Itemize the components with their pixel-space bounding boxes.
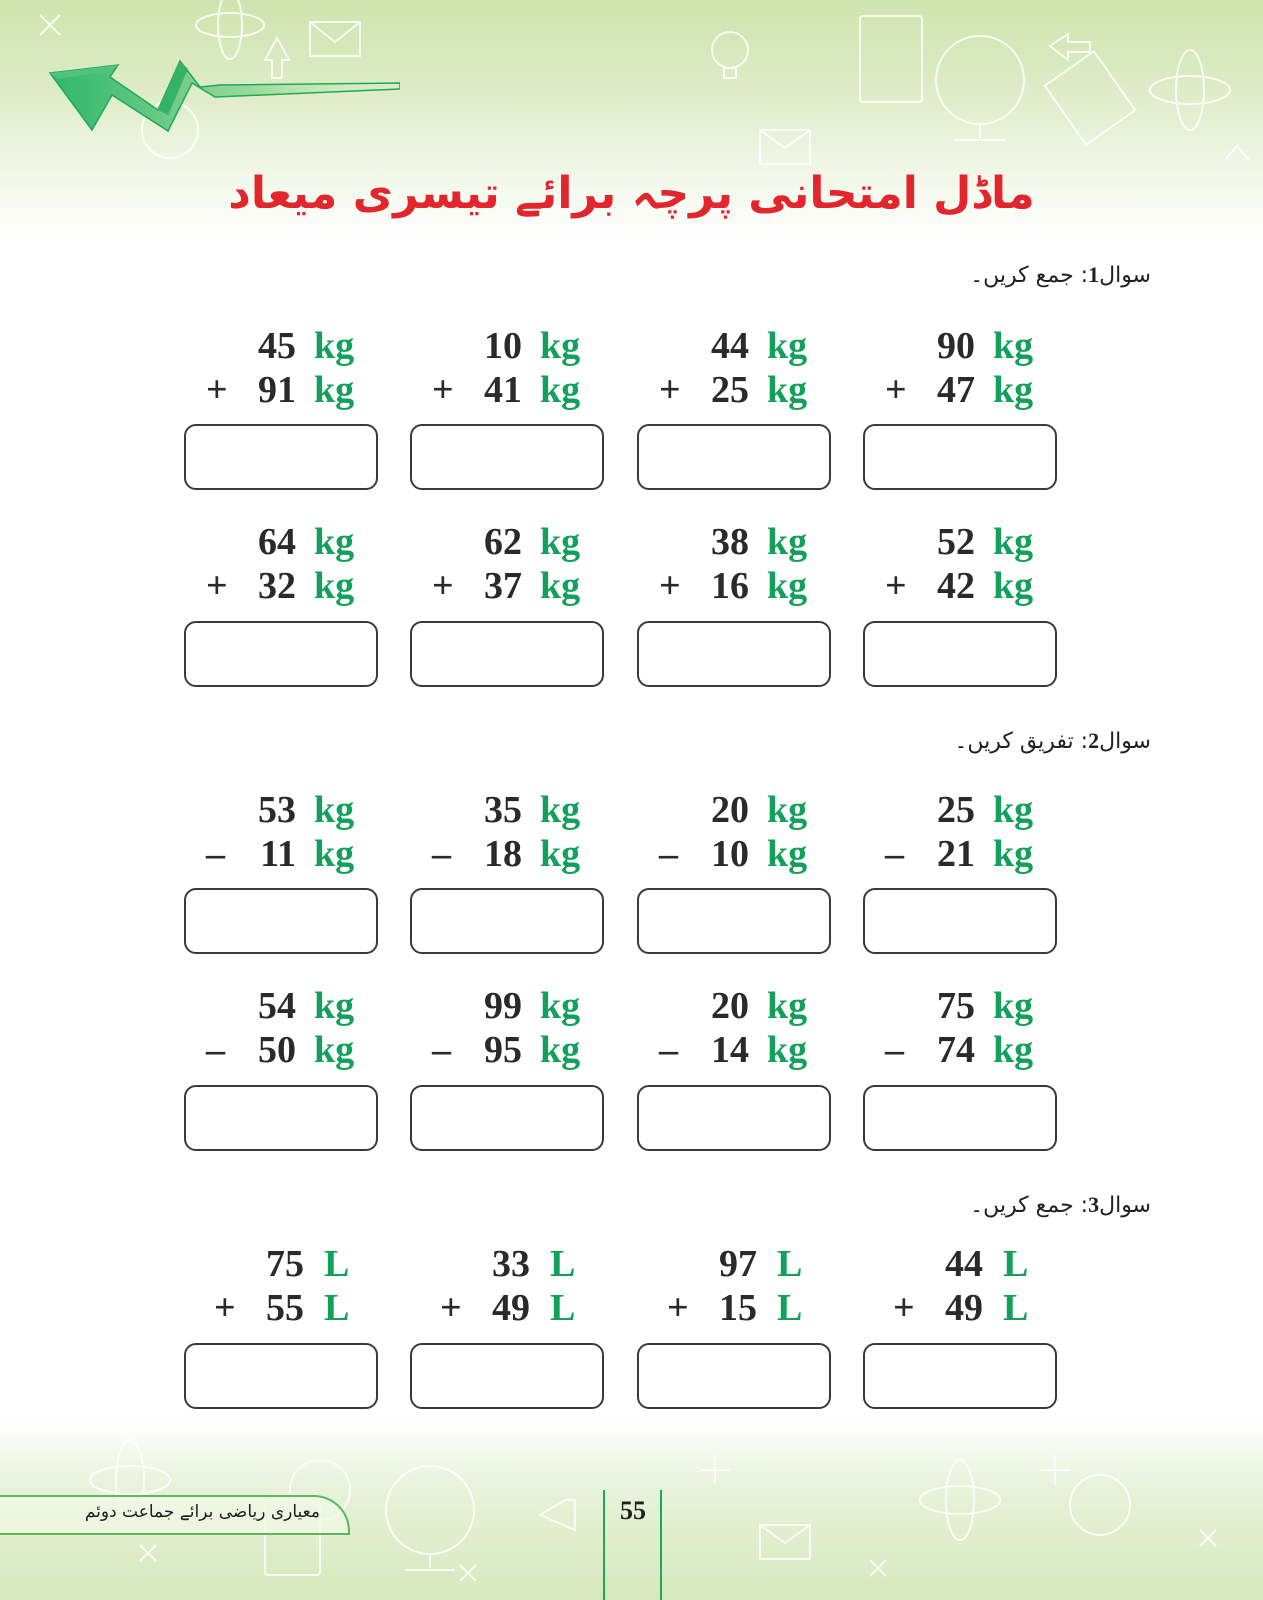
operator-sign: – bbox=[206, 833, 225, 875]
problem-q1-r1-c4 bbox=[863, 324, 1061, 412]
operand-b: 95 bbox=[484, 1029, 522, 1071]
unit-label: kg bbox=[540, 985, 581, 1027]
problem-q2-r1-c3 bbox=[637, 788, 835, 876]
unit-label: kg bbox=[540, 369, 581, 411]
question-instruction: : جمع کریں۔ bbox=[970, 263, 1089, 288]
unit-label: kg bbox=[993, 833, 1034, 875]
answer-box[interactable] bbox=[410, 424, 604, 490]
unit-label: kg bbox=[767, 565, 808, 607]
question-1-label bbox=[970, 262, 1151, 288]
unit-label: kg bbox=[767, 789, 808, 831]
operand-a: 45 bbox=[258, 325, 296, 367]
operand-a: 99 bbox=[484, 985, 522, 1027]
unit-label: L bbox=[1003, 1243, 1029, 1285]
problem-q2-r1-c1 bbox=[184, 788, 382, 876]
operator-sign: + bbox=[893, 1287, 915, 1329]
unit-label: kg bbox=[993, 1029, 1034, 1071]
answer-box[interactable] bbox=[184, 1085, 378, 1151]
operand-a: 90 bbox=[937, 325, 975, 367]
operand-a: 97 bbox=[719, 1243, 757, 1285]
operand-a: 33 bbox=[492, 1243, 530, 1285]
unit-label: kg bbox=[540, 521, 581, 563]
operator-sign: + bbox=[206, 565, 228, 607]
unit-label: L bbox=[550, 1243, 576, 1285]
operand-a: 54 bbox=[258, 985, 296, 1027]
operator-sign: + bbox=[432, 565, 454, 607]
operand-a: 75 bbox=[266, 1243, 304, 1285]
problem-q3-r1-c3 bbox=[637, 1242, 835, 1330]
operand-a: 64 bbox=[258, 521, 296, 563]
unit-label: kg bbox=[314, 369, 355, 411]
operator-sign: + bbox=[667, 1287, 689, 1329]
unit-label: L bbox=[550, 1287, 576, 1329]
unit-label: kg bbox=[540, 1029, 581, 1071]
operand-b: 25 bbox=[711, 369, 749, 411]
operand-a: 62 bbox=[484, 521, 522, 563]
problem-q1-r2-c2 bbox=[410, 520, 608, 608]
operand-a: 53 bbox=[258, 789, 296, 831]
unit-label: kg bbox=[993, 325, 1034, 367]
operator-sign: + bbox=[659, 369, 681, 411]
unit-label: kg bbox=[767, 985, 808, 1027]
answer-box[interactable] bbox=[184, 1343, 378, 1409]
operand-b: 14 bbox=[711, 1029, 749, 1071]
answer-box[interactable] bbox=[184, 888, 378, 954]
page-title: ماڈل امتحانی پرچہ برائے تیسری میعاد bbox=[228, 168, 1035, 219]
question-word: سوال bbox=[1099, 729, 1151, 754]
answer-box[interactable] bbox=[637, 621, 831, 687]
unit-label: kg bbox=[540, 325, 581, 367]
problem-q2-r1-c4 bbox=[863, 788, 1061, 876]
answer-box[interactable] bbox=[863, 621, 1057, 687]
operand-b: 41 bbox=[484, 369, 522, 411]
answer-box[interactable] bbox=[637, 1085, 831, 1151]
operand-b: 49 bbox=[492, 1287, 530, 1329]
page-number-rule-left bbox=[603, 1490, 605, 1600]
operand-b: 32 bbox=[258, 565, 296, 607]
operand-a: 52 bbox=[937, 521, 975, 563]
unit-label: kg bbox=[540, 789, 581, 831]
question-2-label bbox=[954, 728, 1151, 754]
operand-a: 44 bbox=[945, 1243, 983, 1285]
answer-box[interactable] bbox=[863, 1343, 1057, 1409]
operator-sign: – bbox=[432, 1029, 451, 1071]
answer-box[interactable] bbox=[410, 621, 604, 687]
operand-a: 75 bbox=[937, 985, 975, 1027]
question-number: 2 bbox=[1088, 728, 1100, 753]
problem-q1-r2-c4 bbox=[863, 520, 1061, 608]
question-number: 1 bbox=[1088, 262, 1100, 287]
operator-sign: + bbox=[432, 369, 454, 411]
operator-sign: + bbox=[885, 369, 907, 411]
answer-box[interactable] bbox=[863, 1085, 1057, 1151]
green-zigzag-arrow-icon bbox=[40, 55, 400, 135]
unit-label: kg bbox=[993, 521, 1034, 563]
page-number-rule-right bbox=[660, 1490, 662, 1600]
unit-label: kg bbox=[767, 1029, 808, 1071]
answer-box[interactable] bbox=[410, 888, 604, 954]
problem-q2-r2-c1 bbox=[184, 984, 382, 1072]
answer-box[interactable] bbox=[410, 1343, 604, 1409]
unit-label: kg bbox=[314, 565, 355, 607]
unit-label: kg bbox=[993, 789, 1034, 831]
operand-a: 10 bbox=[484, 325, 522, 367]
problem-q3-r1-c1 bbox=[184, 1242, 382, 1330]
problem-q1-r1-c1 bbox=[184, 324, 382, 412]
operator-sign: – bbox=[206, 1029, 225, 1071]
unit-label: kg bbox=[993, 369, 1034, 411]
operand-a: 20 bbox=[711, 789, 749, 831]
question-3-label bbox=[970, 1192, 1151, 1218]
answer-box[interactable] bbox=[184, 424, 378, 490]
problem-q1-r1-c2 bbox=[410, 324, 608, 412]
answer-box[interactable] bbox=[637, 888, 831, 954]
operand-b: 15 bbox=[719, 1287, 757, 1329]
operand-b: 47 bbox=[937, 369, 975, 411]
unit-label: kg bbox=[314, 789, 355, 831]
footer-book-tab bbox=[0, 1495, 350, 1535]
unit-label: kg bbox=[540, 833, 581, 875]
unit-label: L bbox=[324, 1287, 350, 1329]
operand-b: 10 bbox=[711, 833, 749, 875]
operator-sign: + bbox=[214, 1287, 236, 1329]
unit-label: L bbox=[777, 1243, 803, 1285]
operand-a: 38 bbox=[711, 521, 749, 563]
operand-a: 44 bbox=[711, 325, 749, 367]
question-word: سوال bbox=[1099, 1193, 1151, 1218]
answer-box[interactable] bbox=[410, 1085, 604, 1151]
operand-b: 16 bbox=[711, 565, 749, 607]
operand-b: 49 bbox=[945, 1287, 983, 1329]
unit-label: kg bbox=[993, 565, 1034, 607]
operand-b: 37 bbox=[484, 565, 522, 607]
unit-label: kg bbox=[314, 521, 355, 563]
operand-b: 55 bbox=[266, 1287, 304, 1329]
problem-q1-r1-c3 bbox=[637, 324, 835, 412]
unit-label: kg bbox=[314, 1029, 355, 1071]
operator-sign: + bbox=[206, 369, 228, 411]
operator-sign: – bbox=[659, 833, 678, 875]
question-number: 3 bbox=[1088, 1192, 1100, 1217]
operator-sign: – bbox=[432, 833, 451, 875]
problem-q3-r1-c4 bbox=[863, 1242, 1061, 1330]
problem-q2-r1-c2 bbox=[410, 788, 608, 876]
operator-sign: – bbox=[885, 1029, 904, 1071]
answer-box[interactable] bbox=[863, 888, 1057, 954]
unit-label: kg bbox=[314, 985, 355, 1027]
operand-b: 74 bbox=[937, 1029, 975, 1071]
unit-label: kg bbox=[314, 833, 355, 875]
problem-q3-r1-c2 bbox=[410, 1242, 608, 1330]
operand-b: 42 bbox=[937, 565, 975, 607]
page-number: 55 bbox=[620, 1496, 646, 1525]
unit-label: kg bbox=[767, 833, 808, 875]
operator-sign: + bbox=[885, 565, 907, 607]
answer-box[interactable] bbox=[184, 621, 378, 687]
operator-sign: + bbox=[440, 1287, 462, 1329]
question-instruction: : تفریق کریں۔ bbox=[954, 729, 1089, 754]
unit-label: kg bbox=[767, 325, 808, 367]
unit-label: kg bbox=[767, 369, 808, 411]
book-title: معیاری ریاضی برائے جماعت دوئم bbox=[84, 1502, 320, 1522]
problem-q2-r2-c4 bbox=[863, 984, 1061, 1072]
problem-q2-r2-c2 bbox=[410, 984, 608, 1072]
operand-b: 91 bbox=[258, 369, 296, 411]
operand-b: 50 bbox=[258, 1029, 296, 1071]
answer-box[interactable] bbox=[863, 424, 1057, 490]
answer-box[interactable] bbox=[637, 424, 831, 490]
problem-q1-r2-c3 bbox=[637, 520, 835, 608]
operand-b: 18 bbox=[484, 833, 522, 875]
operand-a: 35 bbox=[484, 789, 522, 831]
question-instruction: : جمع کریں۔ bbox=[970, 1193, 1089, 1218]
operand-b: 21 bbox=[937, 833, 975, 875]
operand-b: 11 bbox=[260, 833, 296, 875]
unit-label: L bbox=[324, 1243, 350, 1285]
unit-label: kg bbox=[993, 985, 1034, 1027]
unit-label: kg bbox=[314, 325, 355, 367]
unit-label: kg bbox=[767, 521, 808, 563]
operator-sign: – bbox=[885, 833, 904, 875]
question-word: سوال bbox=[1099, 263, 1151, 288]
operand-a: 25 bbox=[937, 789, 975, 831]
unit-label: L bbox=[1003, 1287, 1029, 1329]
unit-label: kg bbox=[540, 565, 581, 607]
problem-q2-r2-c3 bbox=[637, 984, 835, 1072]
operator-sign: – bbox=[659, 1029, 678, 1071]
problem-q1-r2-c1 bbox=[184, 520, 382, 608]
answer-box[interactable] bbox=[637, 1343, 831, 1409]
unit-label: L bbox=[777, 1287, 803, 1329]
operator-sign: + bbox=[659, 565, 681, 607]
operand-a: 20 bbox=[711, 985, 749, 1027]
